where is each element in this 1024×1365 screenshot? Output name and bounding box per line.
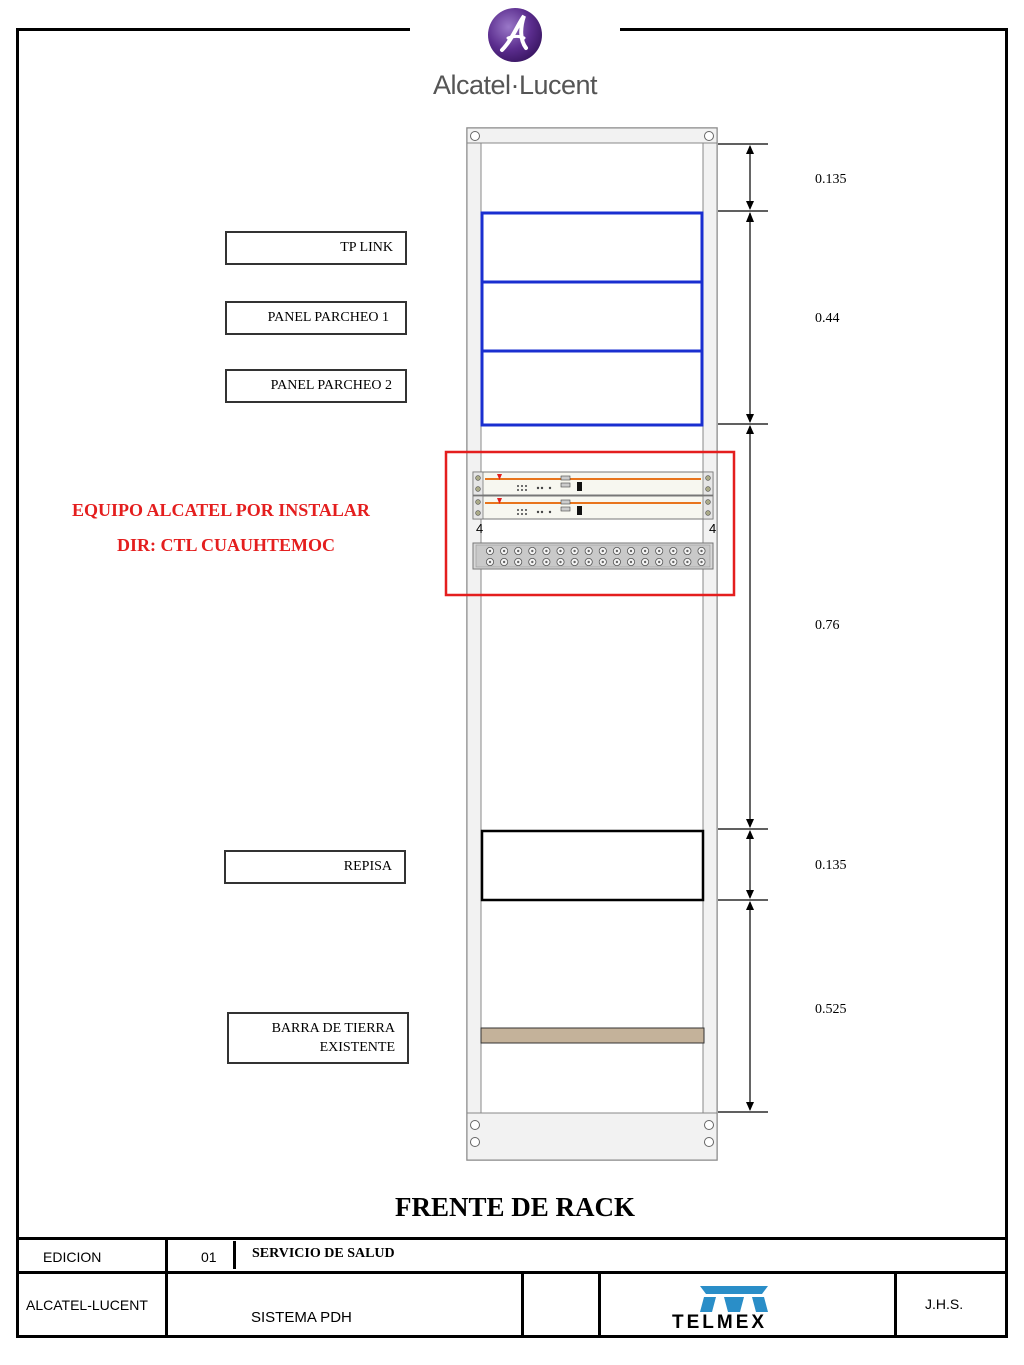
servicio-text: SERVICIO DE SALUD bbox=[252, 1246, 395, 1261]
edicion-value: 01 bbox=[201, 1249, 217, 1265]
connector-pin bbox=[658, 561, 660, 563]
slot-number-left: 4 bbox=[476, 521, 484, 536]
tb-vline-5 bbox=[894, 1273, 897, 1337]
connector-pin bbox=[658, 550, 660, 552]
telmex-logo-text: TELMEX bbox=[672, 1312, 768, 1333]
alcatel-module-1 bbox=[473, 472, 713, 495]
connector-pin bbox=[644, 561, 646, 563]
connector-pin bbox=[588, 561, 590, 563]
connector-pin bbox=[700, 550, 702, 552]
connector-pin bbox=[672, 561, 674, 563]
connector-pin bbox=[573, 561, 575, 563]
barra-tierra-line2: EXISTENTE bbox=[319, 1040, 395, 1055]
dimension-2: 0.44 bbox=[815, 311, 840, 326]
dimension-4: 0.135 bbox=[815, 858, 847, 873]
initials-text: J.H.S. bbox=[925, 1296, 964, 1312]
tp-link-label-text: TP LINK bbox=[340, 240, 393, 255]
connector-pin bbox=[517, 561, 519, 563]
panel-parcheo-1-label-text: PANEL PARCHEO 1 bbox=[267, 310, 389, 325]
panel-parcheo-2-label bbox=[225, 369, 407, 403]
connector-pin bbox=[573, 550, 575, 552]
dimension-1: 0.135 bbox=[815, 172, 847, 187]
connector-panel bbox=[473, 543, 713, 569]
equipo-annotation: EQUIPO ALCATEL POR INSTALAR bbox=[72, 500, 370, 520]
connector-pin bbox=[630, 561, 632, 563]
tp-link-label bbox=[225, 231, 407, 265]
dimension-3: 0.76 bbox=[815, 618, 840, 633]
sistema-text: SISTEMA PDH bbox=[251, 1309, 352, 1326]
connector-pin bbox=[489, 561, 491, 563]
repisa-label-text: REPISA bbox=[343, 859, 392, 874]
connector-pin bbox=[602, 561, 604, 563]
connector-pin bbox=[517, 550, 519, 552]
panel-parcheo-2-label-text: PANEL PARCHEO 2 bbox=[270, 378, 392, 393]
connector-pin bbox=[503, 550, 505, 552]
connector-pin bbox=[559, 550, 561, 552]
connector-pin bbox=[588, 550, 590, 552]
alcatel-module-2 bbox=[473, 496, 713, 519]
connector-pin bbox=[489, 550, 491, 552]
tb-vline-2 bbox=[233, 1241, 236, 1269]
connector-pin bbox=[686, 561, 688, 563]
telmex-logo-icon bbox=[700, 1286, 768, 1312]
page-title: FRENTE DE RACK bbox=[394, 1192, 636, 1222]
connector-pin bbox=[616, 561, 618, 563]
repisa-label bbox=[224, 850, 406, 884]
barra-tierra-label bbox=[227, 1012, 409, 1064]
direccion-annotation: DIR: CTL CUAUHTEMOC bbox=[117, 535, 336, 555]
rack-top-plate bbox=[467, 128, 717, 143]
slot-number-right: 4 bbox=[709, 521, 717, 536]
ground-bar bbox=[481, 1028, 704, 1043]
connector-pin bbox=[545, 561, 547, 563]
connector-pin bbox=[630, 550, 632, 552]
tb-vline-3 bbox=[521, 1273, 524, 1337]
connector-pin bbox=[531, 550, 533, 552]
connector-pin bbox=[602, 550, 604, 552]
edicion-label: EDICION bbox=[43, 1249, 102, 1265]
rack-bottom-plate bbox=[467, 1113, 717, 1160]
dimension-lines bbox=[718, 144, 768, 1112]
rack-rail-right bbox=[703, 143, 717, 1113]
connector-pin bbox=[644, 550, 646, 552]
logo-text: Alcatel·Lucent bbox=[432, 70, 598, 100]
connector-pin bbox=[686, 550, 688, 552]
connector-pin bbox=[503, 561, 505, 563]
tb-vline-4 bbox=[598, 1273, 601, 1337]
connector-pin bbox=[545, 550, 547, 552]
connector-pin bbox=[531, 561, 533, 563]
rack-rail-left bbox=[467, 143, 484, 1113]
company-text: ALCATEL-LUCENT bbox=[26, 1297, 148, 1313]
dimension-5: 0.525 bbox=[815, 1002, 847, 1017]
tb-vline-1 bbox=[165, 1237, 168, 1337]
connector-pin bbox=[616, 550, 618, 552]
connector-pin bbox=[672, 550, 674, 552]
connector-pin bbox=[700, 561, 702, 563]
panel-parcheo-1-label bbox=[225, 301, 407, 335]
connector-pin bbox=[559, 561, 561, 563]
barra-tierra-line1: BARRA DE TIERRA bbox=[271, 1021, 395, 1036]
